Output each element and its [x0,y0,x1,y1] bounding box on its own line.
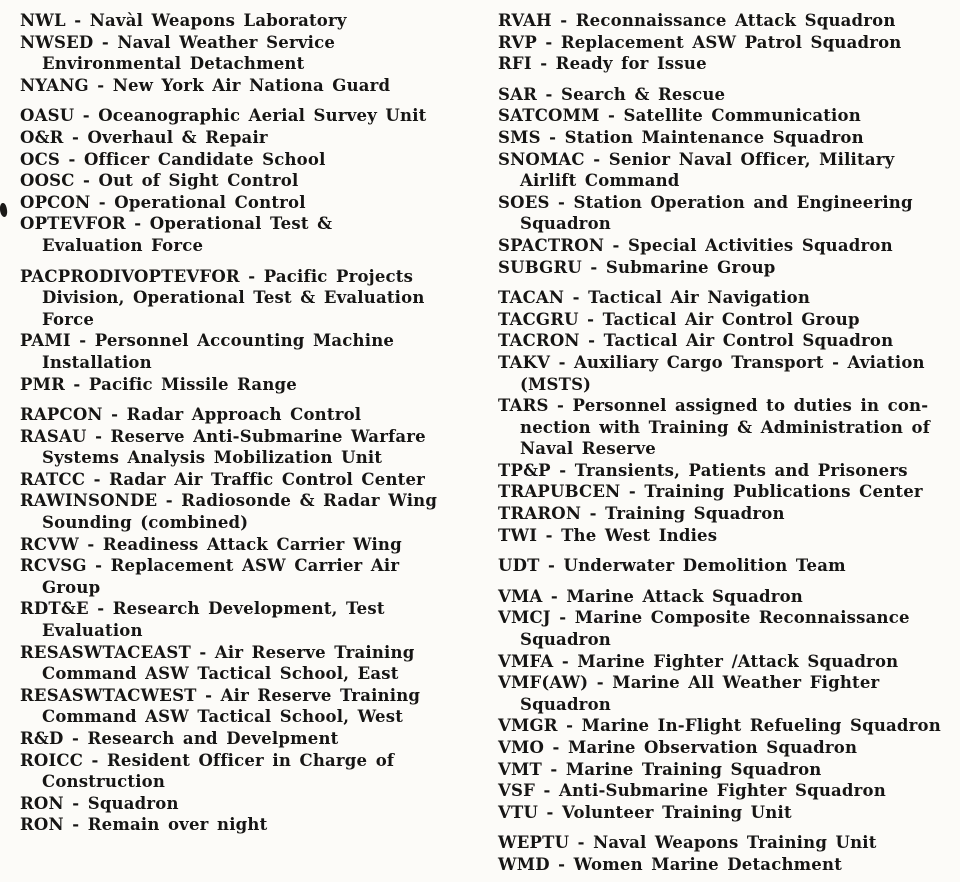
entry-continuation-line: Airlift Command [520,171,680,191]
glossary-entry [498,53,960,75]
glossary-entry [498,672,960,715]
glossary-entry [498,287,960,309]
glossary-entry [20,75,498,97]
glossary-entry [20,266,498,331]
entry-first-line: O&R - Overhaul & Repair [20,127,268,147]
glossary-entry [20,555,498,598]
entry-first-line: UDT - Underwater Demolition Team [498,556,846,576]
entry-continuation-line: Group [42,577,101,597]
glossary-entry [20,374,498,396]
entry-first-line: RCVW - Readiness Attack Carrier Wing [20,534,402,554]
glossary-entry [20,750,498,793]
glossary-entry [20,192,498,214]
glossary-entry [498,832,960,854]
glossary-entry [20,534,498,556]
glossary-entry [20,404,498,426]
entry-first-line: SMS - Station Maintenance Squadron [498,127,864,147]
entry-first-line: ROICC - Resident Officer in Charge of [20,750,395,770]
glossary-group [498,555,960,577]
entry-first-line: SUBGRU - Submarine Group [498,257,776,277]
glossary-group [20,105,498,256]
glossary-group [498,287,960,546]
glossary-entry [20,127,498,149]
entry-first-line: RFI - Ready for Issue [498,54,707,74]
entry-first-line: PAMI - Personnel Accounting Machine [20,331,395,351]
entry-continuation-line: Environmental Detachment [42,54,305,74]
entry-first-line: RATCC - Radar Air Traffic Control Center [20,469,426,489]
entry-first-line: VMA - Marine Attack Squadron [498,586,804,606]
entry-continuation-line: Evaluation [42,621,143,641]
entry-continuation-line: Command ASW Tactical School, West [42,707,404,727]
glossary-column-right [498,10,960,882]
glossary-entry [498,481,960,503]
glossary-group [498,586,960,824]
glossary-entry [20,793,498,815]
entry-continuation-line: Squadron [520,694,611,714]
glossary-entry [20,642,498,685]
entry-first-line: OASU - Oceanographic Aerial Survey Unit [20,106,427,126]
entry-first-line: RAWINSONDE - Radiosonde & Radar Wing [20,491,438,511]
entry-first-line: VMT - Marine Training Squadron [498,759,822,779]
entry-first-line: PACPRODIVOPTEVFOR - Pacific Projects [20,266,414,286]
entry-first-line: OOSC - Out of Sight Control [20,171,299,191]
glossary-entry [20,213,498,256]
entry-continuation-line: Construction [42,772,166,792]
glossary-entry [20,330,498,373]
glossary-entry [498,607,960,650]
entry-first-line: VMF(AW) - Marine All Weather Fighter [498,673,880,693]
glossary-entry [498,32,960,54]
glossary-entry [498,105,960,127]
glossary-group [20,404,498,836]
entry-first-line: TP&P - Transients, Patients and Prisoners [498,460,908,480]
entry-first-line: RON - Squadron [20,793,179,813]
entry-first-line: OCS - Officer Candidate School [20,149,326,169]
entry-first-line: SAR - Search & Rescue [498,84,726,104]
glossary-entry [20,10,498,32]
entry-first-line: NWL - Navàl Weapons Laboratory [20,11,347,30]
glossary-entry [498,555,960,577]
entry-first-line: VMGR - Marine In-Flight Refueling Squadron [498,716,941,736]
glossary-entry [498,651,960,673]
entry-continuation-line: Systems Analysis Mobilization Unit [42,448,383,468]
glossary-group [498,10,960,75]
glossary-entry [20,814,498,836]
entry-continuation-line: Division, Operational Test & Evaluation [42,288,425,308]
glossary-entry [20,598,498,641]
entry-continuation-line: Squadron [520,630,611,650]
glossary-group [20,266,498,396]
entry-first-line: WEPTU - Naval Weapons Training Unit [498,833,877,853]
entry-first-line: OPCON - Operational Control [20,192,306,212]
glossary-column-left [20,10,498,882]
entry-first-line: SPACTRON - Special Activities Squadron [498,235,893,255]
entry-first-line: NWSED - Naval Weather Service [20,32,336,52]
glossary-entry [20,32,498,75]
entry-continuation-line: Installation [42,352,152,372]
glossary-entry [498,460,960,482]
glossary-entry [498,737,960,759]
glossary-entry [498,503,960,525]
glossary-entry [498,127,960,149]
entry-first-line: TAKV - Auxiliary Cargo Transport - Aviation [498,352,925,372]
entry-first-line: TACRON - Tactical Air Control Squadron [498,331,894,351]
entry-first-line: SATCOMM - Satellite Communication [498,106,861,126]
entry-first-line: SOES - Station Operation and Engineering [498,192,913,212]
entry-first-line: RVAH - Reconnaissance Attack Squadron [498,11,896,30]
entry-first-line: RESASWTACEAST - Air Reserve Training [20,642,415,662]
glossary-entry [498,586,960,608]
entry-first-line: SNOMAC - Senior Naval Officer, Military [498,149,895,169]
entry-first-line: VMO - Marine Observation Squadron [498,738,858,757]
glossary-entry [20,149,498,171]
entry-first-line: RASAU - Reserve Anti-Submarine Warfare [20,426,426,446]
glossary-entry [498,780,960,802]
glossary-entry [498,525,960,547]
entry-first-line: R&D - Research and Develpment [20,729,339,748]
glossary-entry [20,685,498,728]
entry-first-line: RCVSG - Replacement ASW Carrier Air [20,556,400,576]
entry-first-line: VSF - Anti-Submarine Fighter Squadron [498,781,886,801]
glossary-entry [498,235,960,257]
glossary-entry [498,802,960,824]
glossary-entry [20,728,498,750]
entry-first-line: TRAPUBCEN - Training Publications Center [498,482,923,502]
glossary-entry [498,309,960,331]
entry-first-line: TRARON - Training Squadron [498,504,785,524]
entry-first-line: RDT&E - Research Development, Test [20,599,385,619]
entry-first-line: RVP - Replacement ASW Patrol Squadron [498,32,902,52]
entry-first-line: RAPCON - Radar Approach Control [20,405,362,425]
entry-continuation-line: Naval Reserve [520,439,656,459]
entry-first-line: TWI - The West Indies [498,525,718,545]
glossary-entry [498,352,960,395]
glossary-entry [20,490,498,533]
entry-continuation-line: Sounding (combined) [42,513,249,533]
glossary-entry [498,395,960,460]
entry-first-line: RON - Remain over night [20,815,268,835]
glossary-entry [20,469,498,491]
entry-first-line: RESASWTACWEST - Air Reserve Training [20,685,421,705]
glossary-entry [498,257,960,279]
glossary-entry [20,105,498,127]
glossary-entry [498,330,960,352]
entry-first-line: VMCJ - Marine Composite Reconnaissance [498,608,910,628]
entry-continuation-line: Squadron [520,214,611,234]
glossary-group [498,84,960,278]
entry-first-line: PMR - Pacific Missile Range [20,374,297,394]
glossary-entry [20,426,498,469]
glossary-entry [498,84,960,106]
glossary-entry [498,192,960,235]
entry-first-line: NYANG - New York Air Nationa Guard [20,75,391,95]
entry-continuation-line: (MSTS) [520,374,592,394]
glossary-entry [498,715,960,737]
entry-first-line: TACAN - Tactical Air Navigation [498,288,811,308]
glossary-group [20,10,498,96]
entry-continuation-line: Command ASW Tactical School, East [42,664,399,684]
entry-continuation-line: Force [42,309,95,329]
glossary-group [498,832,960,875]
glossary-entry [498,10,960,32]
glossary-entry [498,149,960,192]
glossary-entry [20,170,498,192]
glossary-entry [498,759,960,781]
entry-first-line: TACGRU - Tactical Air Control Group [498,309,860,329]
entry-continuation-line: nection with Training & Administration of [520,417,930,437]
entry-first-line: TARS - Personnel assigned to duties in con- [498,396,929,416]
glossary-entry [498,854,960,876]
entry-first-line: VMFA - Marine Fighter /Attack Squadron [498,651,899,671]
entry-first-line: VTU - Volunteer Training Unit [498,802,792,822]
entry-first-line: WMD - Women Marine Detachment [498,854,843,874]
entry-continuation-line: Evaluation Force [42,235,204,255]
entry-first-line: OPTEVFOR - Operational Test & [20,214,333,234]
